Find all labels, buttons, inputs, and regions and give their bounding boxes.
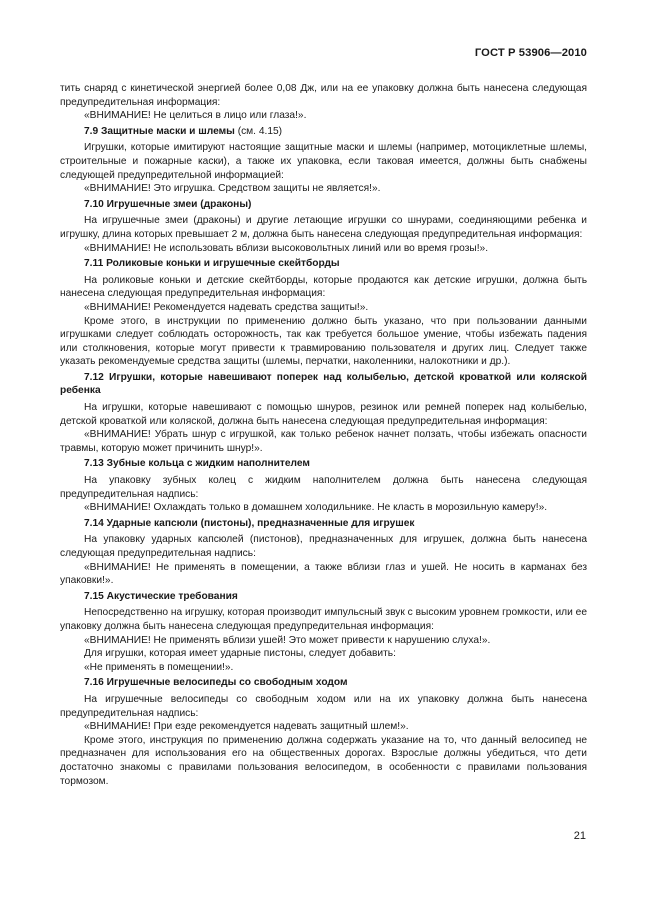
warning-text: «ВНИМАНИЕ! Не целиться в лицо или глаза!».: [84, 110, 307, 122]
paragraph: Кроме этого, инструкция по применению должна содержать указание на то, что данный велосипед не предназначен для использования его на общественных дорогах. Взрослые должны убедиться, что дети достаточно знакомы с правилами пользования велосипедом, в особенности с правилами пользования тормозом.: [60, 734, 587, 787]
section-title: 7.9 Защитные маски и шлемы: [84, 125, 235, 137]
section-heading-7-16: 7.16 Игрушечные велосипеды со свободным ходом: [84, 677, 348, 689]
warning-text: «Не применять в помещении!».: [84, 661, 234, 673]
paragraph: На игрушечные змеи (драконы) и другие летающие игрушки со шнурами, соединяющими ребенка и игрушку, длина которых превышает 2 м, должна быть нанесена следующая предупредительная информация:: [60, 215, 587, 240]
paragraph: На роликовые коньки и детские скейтборды, которые продаются как детские игрушки, должна быть нанесена следующая предупредительная информация:: [60, 274, 587, 300]
warning-text: «ВНИМАНИЕ! Это игрушка. Средством защиты не является!».: [84, 183, 381, 195]
section-heading-7-13: 7.13 Зубные кольца с жидким наполнителем: [84, 458, 310, 470]
paragraph: Непосредственно на игрушку, которая производит импульсный звук с высоким уровнем громкости, или ее упаковку должна быть нанесена следующая предупредительная информация:: [60, 607, 587, 632]
paragraph: Игрушки, которые имитируют настоящие защитные маски и шлемы (например, мотоциклетные шлемы, строительные и пожарные каски), а также их упаковка, если таковая имеется, должны быть снабжены следующей предупредительной информацией:: [60, 142, 587, 181]
document-header: ГОСТ Р 53906—2010: [474, 47, 587, 59]
warning-text: «ВНИМАНИЕ! При езде рекомендуется надевать защитный шлем!».: [84, 721, 409, 733]
paragraph: тить снаряд с кинетической энергией более 0,08 Дж, или на ее упаковку должна быть нанесена следующая предупредительная информация:: [60, 83, 587, 108]
section-heading-7-12: 7.12 Игрушки, которые навешивают поперек над колыбелью, детской кроваткой или коляской ребенка: [60, 371, 587, 397]
paragraph: На игрушки, которые навешивают с помощью шнуров, резинок или ремней поперек над колыбелью, детской кроваткой или коляской, должна быть нанесена следующая предупредительная информация:: [60, 402, 587, 427]
paragraph: На упаковку зубных колец с жидким наполнителем должна быть нанесена следующая предупредительная надпись:: [60, 475, 587, 500]
paragraph: На игрушечные велосипеды со свободным ходом или на их упаковку должна быть нанесена предупредительная надпись:: [60, 693, 587, 719]
section-heading-7-15: 7.15 Акустические требования: [84, 590, 238, 602]
section-heading-7-11: 7.11 Роликовые коньки и игрушечные скейтборды: [84, 258, 340, 270]
section-heading-7-14: 7.14 Ударные капсюли (пистоны), предназначенные для игрушек: [84, 517, 415, 529]
paragraph: На упаковку ударных капсюлей (пистонов), предназначенных для игрушек, должна быть нанесена следующая предупредительная надпись:: [60, 534, 587, 559]
warning-text: «ВНИМАНИЕ! Рекомендуется надевать средства защиты!».: [84, 301, 369, 313]
paragraph: Для игрушки, которая имеет ударные пистоны, следует добавить:: [84, 648, 396, 660]
paragraph: Кроме этого, в инструкции по применению должно быть указано, что при пользовании данными игрушками следует соблюдать осторожность, так как требуется большое умение, чтобы избежать падения или столкновения, которые могут привести к травмированию пользователя и других лиц. Следует также указать рекомендуемые средства защиты (шлемы, перчатки, наколенники, налокотники и др.).: [60, 315, 587, 368]
section-heading-7-10: 7.10 Игрушечные змеи (драконы): [84, 198, 252, 210]
warning-text: «ВНИМАНИЕ! Не применять вблизи ушей! Это может привести к нарушению слуха!».: [84, 634, 491, 646]
page-number: 21: [573, 830, 586, 842]
warning-text: «ВНИМАНИЕ! Убрать шнур с игрушкой, как только ребенок начнет ползать, чтобы избежать опасности травмы, которую может причинить шнур!».: [60, 429, 587, 454]
document-body: [60, 82, 587, 788]
warning-text: «ВНИМАНИЕ! Охлаждать только в домашнем холодильнике. Не класть в морозильную камеру!».: [84, 502, 548, 514]
warning-text: «ВНИМАНИЕ! Не применять в помещении, а также вблизи глаз и ушей. Не носить в карманах без упаковки!».: [60, 561, 587, 587]
section-heading-7-9: [60, 125, 587, 139]
section-reference: (см. 4.15): [234, 125, 283, 137]
warning-text: «ВНИМАНИЕ! Не использовать вблизи высоковольтных линий или во время грозы!».: [84, 242, 489, 254]
